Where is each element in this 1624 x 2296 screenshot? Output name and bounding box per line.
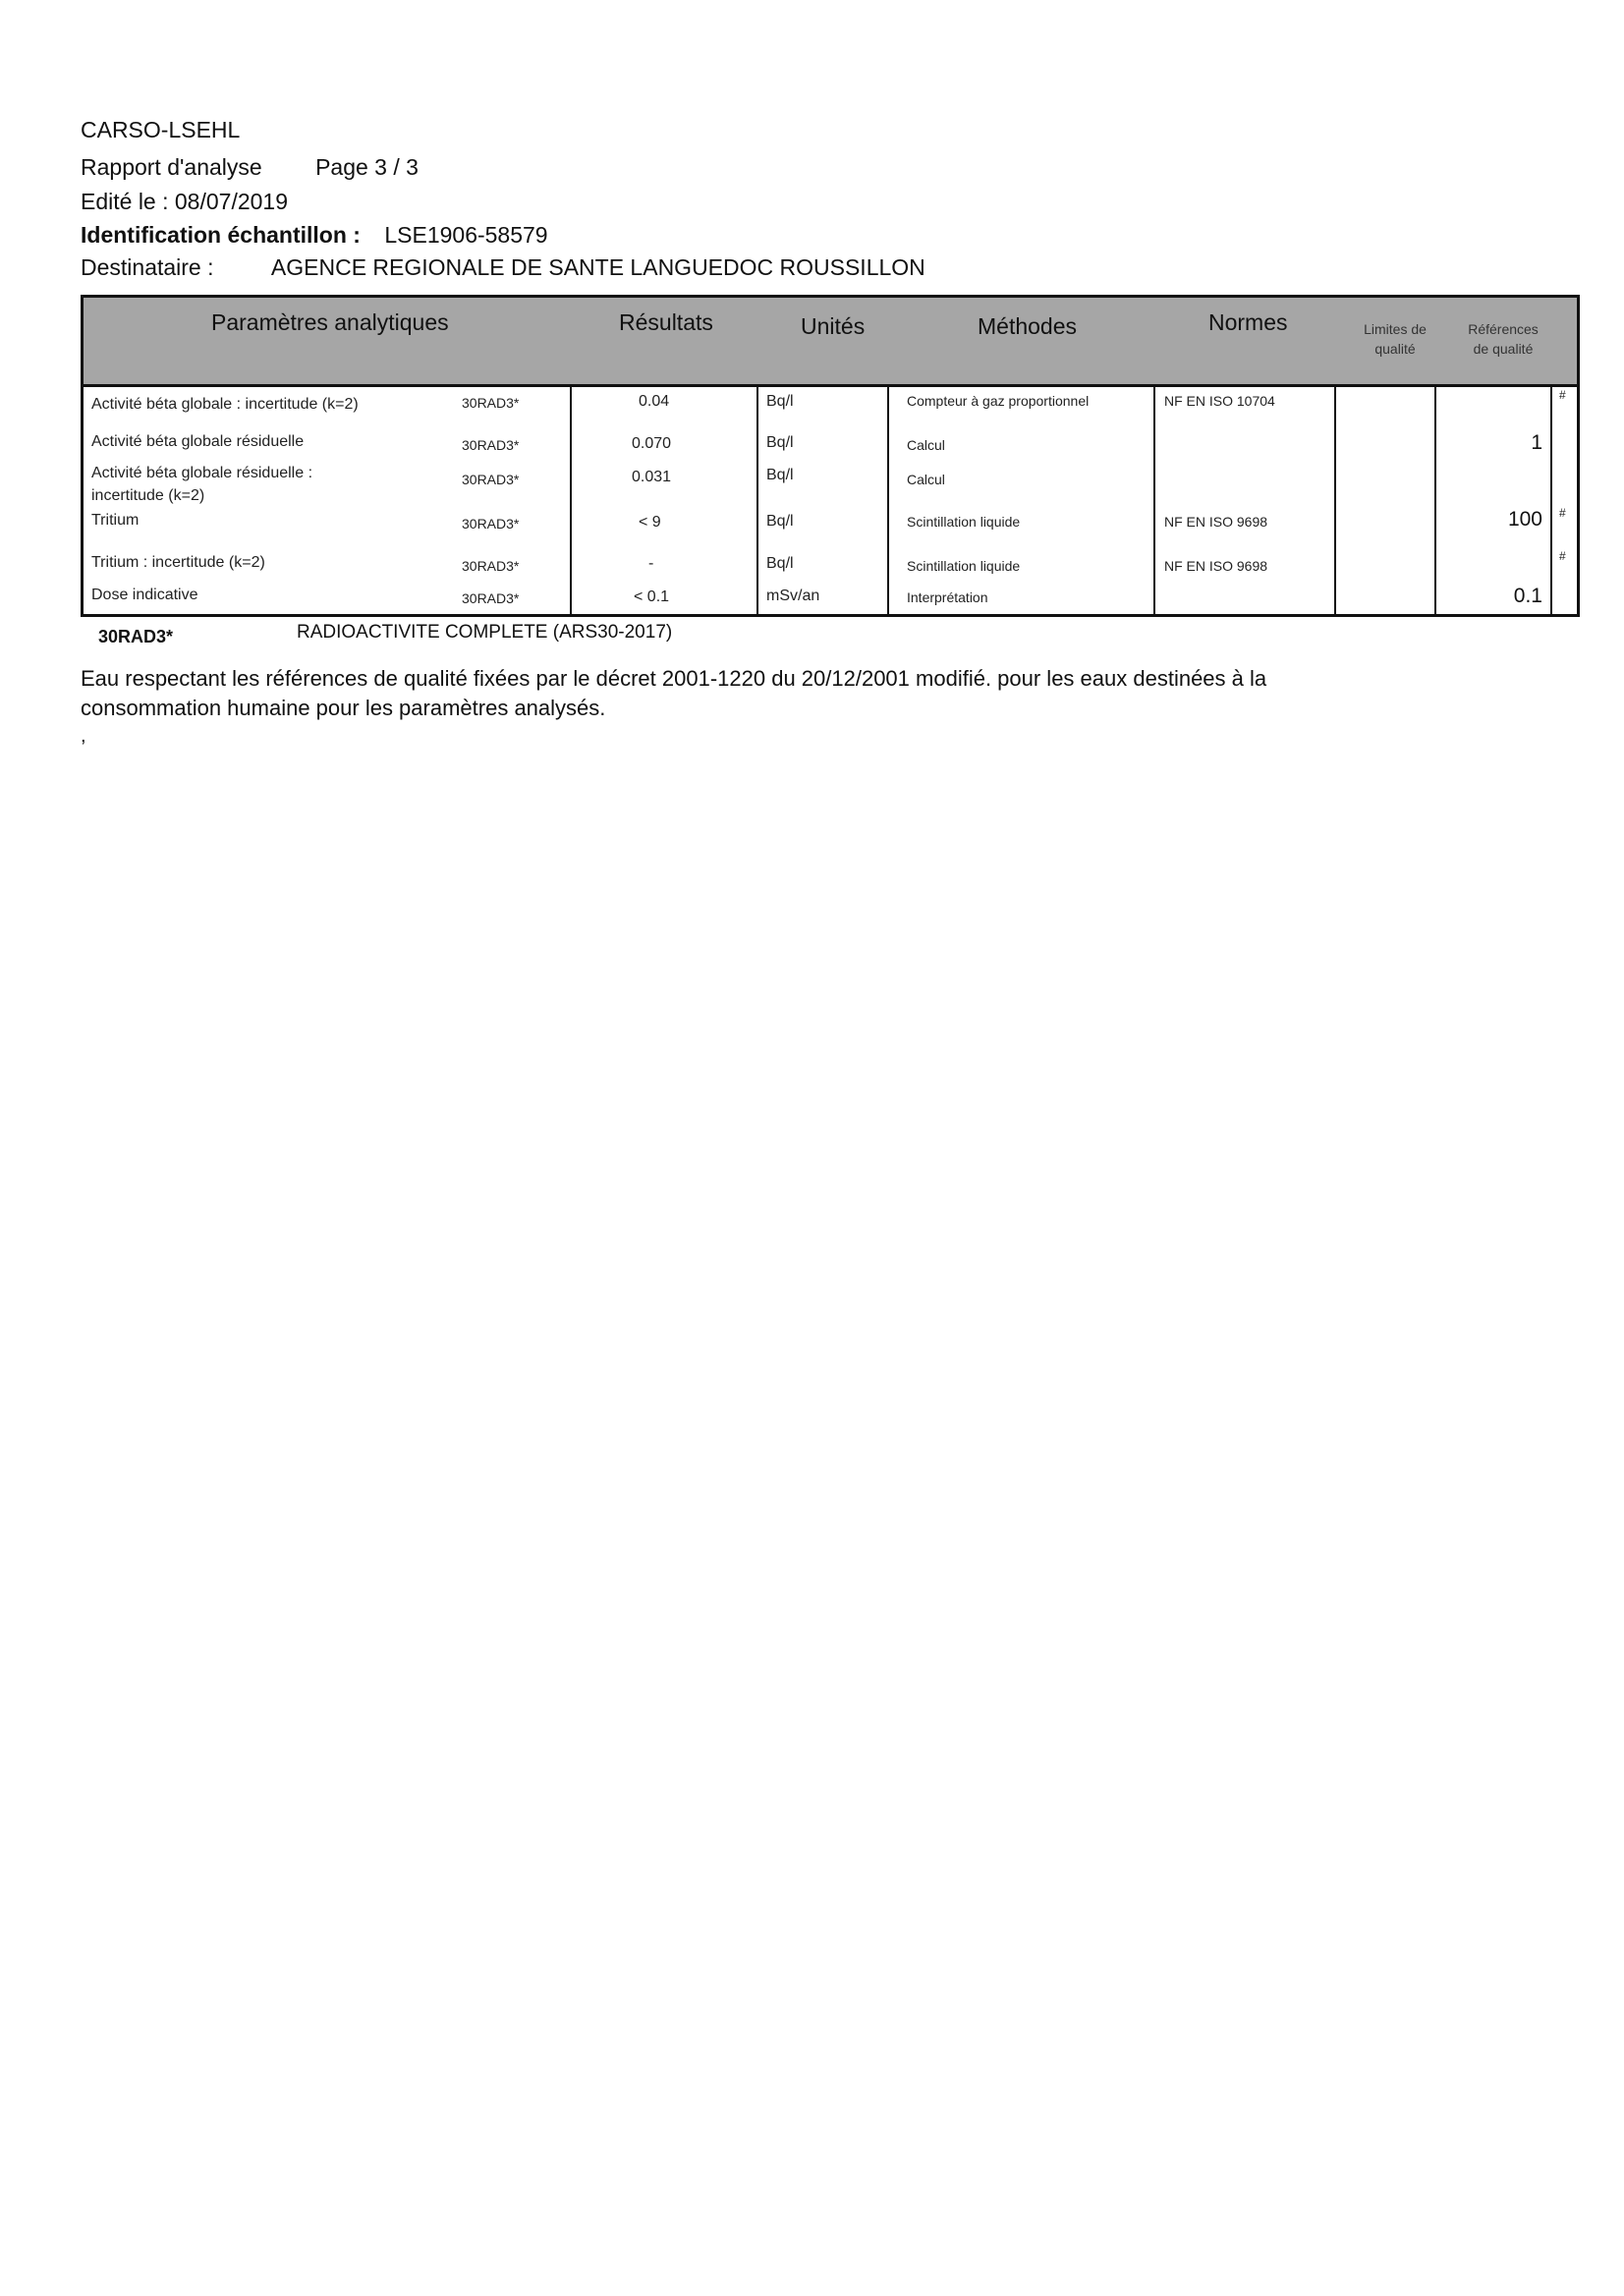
column-divider [756,384,758,614]
header-references-line2: de qualité [1473,341,1534,357]
row-5-result: - [648,555,654,572]
row-1-result: 0.04 [639,393,670,410]
row-2-param: Activité béta globale résiduelle [91,433,305,450]
column-divider [570,384,572,614]
row-1-hash: # [1559,388,1566,402]
header-unites: Unités [801,313,866,339]
recipient-name: AGENCE REGIONALE DE SANTE LANGUEDOC ROUSSILLON [270,254,925,280]
lab-name: CARSO-LSEHL [81,117,241,142]
row-4-param: Tritium [91,512,140,529]
row-5-unit: Bq/l [766,555,794,572]
row-2-method: Calcul [907,437,945,453]
results-table [81,295,1580,617]
row-3-param-cont: incertitude (k=2) [91,487,205,504]
row-2-ref: 1 [1531,431,1542,454]
table-header [84,298,1577,387]
row-3-code: 30RAD3* [462,472,520,487]
row-1-code: 30RAD3* [462,395,520,411]
header-references [1444,319,1562,359]
row-1-norm: NF EN ISO 10704 [1164,393,1275,409]
row-4-code: 30RAD3* [462,516,520,532]
row-3-param: Activité béta globale résiduelle : [91,465,313,481]
row-6-param: Dose indicative [91,587,198,603]
footnote-text: RADIOACTIVITE COMPLETE (ARS30-2017) [297,622,673,643]
row-5-method: Scintillation liquide [907,558,1021,574]
report-label: Rapport d'analyse [81,154,262,180]
column-divider [1334,384,1336,614]
row-2-unit: Bq/l [766,434,794,451]
edit-date: Edité le : 08/07/2019 [81,189,288,214]
recipient-label: Destinataire : [81,254,214,280]
row-3-result: 0.031 [632,469,672,485]
row-1-param: Activité béta globale : incertitude (k=2) [91,396,359,413]
column-divider [1434,384,1436,614]
footnote-code: 30RAD3* [98,627,174,646]
row-3-method: Calcul [907,472,945,487]
row-4-hash: # [1559,506,1566,520]
row-1-unit: Bq/l [766,393,794,410]
header-limites [1336,319,1454,359]
page-number: Page 3 / 3 [315,154,419,180]
header-normes: Normes [1208,309,1288,335]
recipient-line [81,253,925,281]
row-5-norm: NF EN ISO 9698 [1164,558,1268,574]
row-3-unit: Bq/l [766,467,794,483]
column-divider [1550,384,1552,614]
row-5-code: 30RAD3* [462,558,520,574]
row-5-hash: # [1559,549,1566,563]
header-limites-line2: qualité [1374,341,1416,357]
sample-label: Identification échantillon : [81,222,361,248]
row-6-code: 30RAD3* [462,590,520,606]
header-parametres: Paramètres analytiques [211,309,449,335]
row-4-norm: NF EN ISO 9698 [1164,514,1268,530]
conclusion-text: Eau respectant les références de qualité fixées par le décret 2001-1220 du 20/12/2001 modifié. pour les eaux destinées à la consommation humaine pour les paramètres analysés. [81,666,1267,720]
sample-line [81,221,548,249]
row-6-result: < 0.1 [634,588,670,605]
report-line [81,153,419,181]
row-4-result: < 9 [639,514,661,531]
row-6-unit: mSv/an [766,588,820,604]
trailing-mark: , [81,725,86,747]
header-limites-line1: Limites de [1364,321,1427,337]
row-1-method: Compteur à gaz proportionnel [907,393,1090,409]
header-references-line1: Références [1468,321,1539,337]
row-4-unit: Bq/l [766,513,794,530]
header-resultats: Résultats [619,309,713,335]
row-4-ref: 100 [1507,508,1542,531]
row-6-method: Interprétation [907,589,988,605]
row-2-result: 0.070 [632,435,672,452]
header-methodes: Méthodes [978,313,1078,339]
sample-id: LSE1906-58579 [384,222,548,248]
row-6-ref: 0.1 [1513,585,1542,607]
column-divider [887,384,889,614]
row-4-method: Scintillation liquide [907,514,1021,530]
row-2-code: 30RAD3* [462,437,520,453]
row-5-param: Tritium : incertitude (k=2) [91,554,265,571]
column-divider [1153,384,1155,614]
